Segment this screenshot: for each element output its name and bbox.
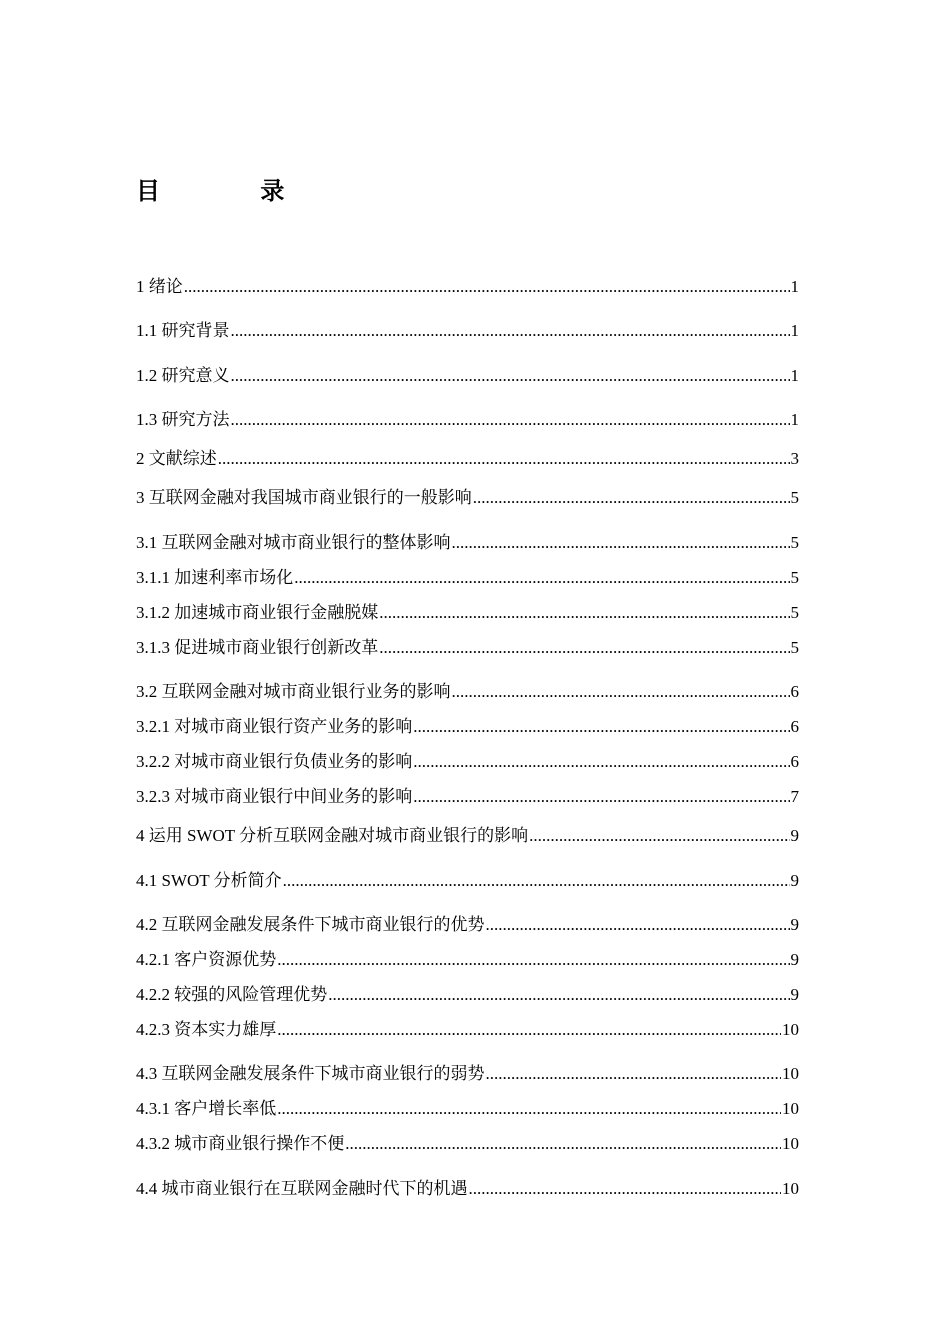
- toc-entry[interactable]: [136, 407, 799, 431]
- toc-entry[interactable]: [136, 982, 799, 1006]
- toc-leader: [345, 1133, 781, 1155]
- toc-entry-text: 3.2.2 对城市商业银行负债业务的影响: [136, 752, 413, 771]
- toc-leader: [218, 448, 790, 470]
- toc-leader: [379, 637, 789, 659]
- toc-entry-page: 6: [790, 752, 799, 771]
- toc-entry[interactable]: [136, 485, 799, 509]
- toc-entry[interactable]: [136, 714, 799, 738]
- toc-entry-text: 4.4 城市商业银行在互联网金融时代下的机遇: [136, 1179, 468, 1198]
- toc-entry-text: 1 绪论: [136, 277, 183, 296]
- toc-leader: [294, 567, 789, 589]
- toc-entry-page: 1: [790, 410, 799, 429]
- toc-leader: [231, 409, 790, 431]
- toc-entry-text: 3.2.3 对城市商业银行中间业务的影响: [136, 787, 413, 806]
- toc-leader: [277, 1098, 781, 1120]
- toc-entry-page: 1: [790, 277, 799, 296]
- toc-title: 目 录: [136, 177, 331, 205]
- toc-leader: [473, 487, 790, 509]
- toc-entry-text: 4 运用 SWOT 分析互联网金融对城市商业银行的影响: [136, 826, 529, 845]
- toc-entry-text: 3.2 互联网金融对城市商业银行业务的影响: [136, 682, 451, 701]
- toc-entry-page: 10: [782, 1179, 799, 1198]
- toc-entry-page: 5: [790, 568, 799, 587]
- toc-entry-page: 7: [790, 787, 799, 806]
- toc-entry-text: 4.1 SWOT 分析简介: [136, 871, 282, 890]
- toc-entry-text: 2 文献综述: [136, 449, 217, 468]
- toc-entry-page: 1: [790, 321, 799, 340]
- toc-leader: [231, 365, 790, 387]
- toc-entry-page: 10: [782, 1099, 799, 1118]
- toc-entry[interactable]: [136, 565, 799, 589]
- toc-entry-text: 3.1.3 促进城市商业银行创新改革: [136, 638, 379, 657]
- toc-entry[interactable]: [136, 1017, 799, 1041]
- toc-leader: [452, 532, 790, 554]
- toc-entry[interactable]: [136, 446, 799, 470]
- toc-entry[interactable]: [136, 868, 799, 892]
- toc-entry[interactable]: [136, 363, 799, 387]
- toc-entry-text: 4.2.1 客户资源优势: [136, 950, 277, 969]
- toc-entry-page: 9: [790, 871, 799, 890]
- toc-leader: [413, 716, 789, 738]
- toc-entry[interactable]: [136, 530, 799, 554]
- toc-entry-page: 5: [790, 603, 799, 622]
- toc-entry[interactable]: [136, 947, 799, 971]
- toc-entry[interactable]: [136, 1061, 799, 1085]
- toc-leader: [452, 681, 790, 703]
- toc-entry[interactable]: [136, 318, 799, 342]
- toc-entry-page: 5: [790, 638, 799, 657]
- toc-entry[interactable]: [136, 823, 799, 847]
- toc-entry-page: 9: [790, 985, 799, 1004]
- toc-entry-page: 10: [782, 1064, 799, 1083]
- toc-entry-page: 9: [790, 950, 799, 969]
- toc-entry-page: 6: [790, 717, 799, 736]
- toc-leader: [277, 949, 789, 971]
- toc-leader: [328, 984, 789, 1006]
- toc-leader: [486, 914, 790, 936]
- toc-entry-text: 4.2 互联网金融发展条件下城市商业银行的优势: [136, 915, 485, 934]
- toc-entry-page: 5: [790, 533, 799, 552]
- toc-entry-text: 4.2.2 较强的风险管理优势: [136, 985, 328, 1004]
- toc-entry[interactable]: [136, 679, 799, 703]
- toc-entry-text: 3.1 互联网金融对城市商业银行的整体影响: [136, 533, 451, 552]
- toc-leader: [469, 1178, 782, 1200]
- toc-entry-page: 9: [790, 826, 799, 845]
- toc-entry-text: 4.3 互联网金融发展条件下城市商业银行的弱势: [136, 1064, 485, 1083]
- toc-entry-text: 4.3.2 城市商业银行操作不便: [136, 1134, 345, 1153]
- toc-entry-text: 3 互联网金融对我国城市商业银行的一般影响: [136, 488, 472, 507]
- toc-entry[interactable]: [136, 1176, 799, 1200]
- toc-entry-text: 3.1.1 加速利率市场化: [136, 568, 294, 587]
- toc-entry-text: 3.1.2 加速城市商业银行金融脱媒: [136, 603, 379, 622]
- toc-entry[interactable]: [136, 749, 799, 773]
- toc-leader: [283, 870, 790, 892]
- toc-entry-text: 1.1 研究背景: [136, 321, 230, 340]
- toc-entry-page: 10: [782, 1020, 799, 1039]
- toc-entry-page: 6: [790, 682, 799, 701]
- toc-entry[interactable]: [136, 784, 799, 808]
- toc-leader: [413, 786, 789, 808]
- toc-leader: [486, 1063, 782, 1085]
- toc-entry-text: 1.3 研究方法: [136, 410, 230, 429]
- toc-entry[interactable]: [136, 1131, 799, 1155]
- toc-leader: [413, 751, 789, 773]
- toc-entry[interactable]: [136, 274, 799, 298]
- toc-entry-page: 5: [790, 488, 799, 507]
- toc-entry-page: 9: [790, 915, 799, 934]
- toc-entry[interactable]: [136, 600, 799, 624]
- toc-leader: [277, 1019, 781, 1041]
- toc-entry-text: 4.2.3 资本实力雄厚: [136, 1020, 277, 1039]
- toc-entry-page: 10: [782, 1134, 799, 1153]
- toc-entry-page: 3: [790, 449, 799, 468]
- toc-leader: [379, 602, 789, 624]
- toc-leader: [231, 320, 790, 342]
- toc-entry-text: 3.2.1 对城市商业银行资产业务的影响: [136, 717, 413, 736]
- toc-entry-page: 1: [790, 366, 799, 385]
- toc-entry[interactable]: [136, 1096, 799, 1120]
- toc-leader: [529, 825, 789, 847]
- toc-entry-text: 4.3.1 客户增长率低: [136, 1099, 277, 1118]
- toc-entry[interactable]: [136, 912, 799, 936]
- toc-entry-text: 1.2 研究意义: [136, 366, 230, 385]
- toc-leader: [184, 276, 790, 298]
- toc-entry[interactable]: [136, 635, 799, 659]
